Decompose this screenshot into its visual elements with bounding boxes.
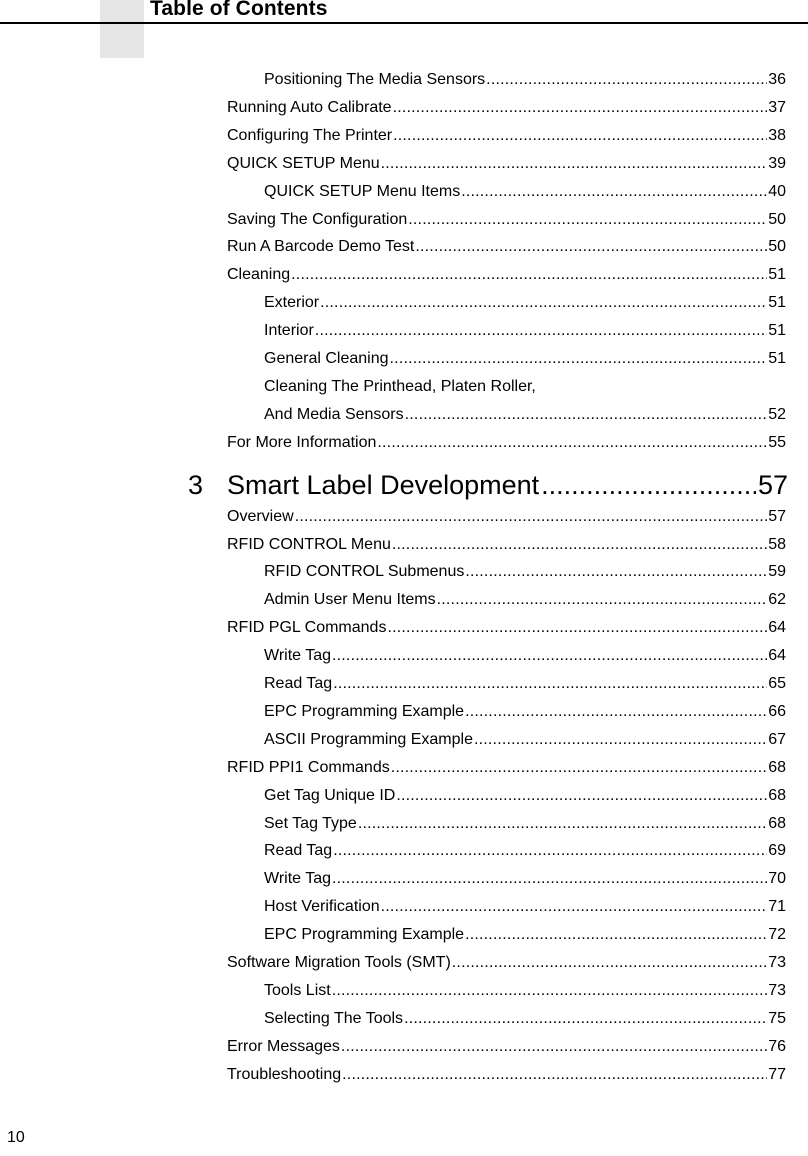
toc-entry-page: 57 [768, 507, 786, 525]
toc-entry-title: Write Tag [264, 647, 331, 665]
toc-dot-leader [332, 981, 768, 1001]
toc-entry-page: 37 [768, 98, 786, 116]
toc-entry[interactable] [264, 730, 786, 750]
toc-entry[interactable] [264, 293, 786, 313]
toc-entry-page: 51 [768, 294, 786, 312]
chapter-number: 3 [188, 469, 204, 500]
toc-entry-page: 51 [768, 322, 786, 340]
toc-entry-page: 70 [768, 870, 786, 888]
toc-entry-page: 52 [768, 405, 786, 423]
toc-entry-page: 72 [768, 926, 786, 944]
toc-entry-page: 64 [768, 647, 786, 665]
toc-entry-page: 68 [768, 758, 786, 776]
toc-dot-leader [452, 953, 767, 973]
toc-dot-leader [341, 1037, 767, 1057]
toc-entry-title: RFID PGL Commands [227, 619, 387, 637]
toc-dot-leader [465, 562, 767, 582]
toc-entry[interactable] [264, 897, 786, 917]
toc-entry-page: 67 [768, 730, 786, 748]
toc-entry-title: General Cleaning [264, 350, 389, 367]
toc-entry-title: Software Migration Tools (SMT) [227, 954, 451, 971]
toc-entry-title: RFID PPI1 Commands [227, 758, 390, 776]
toc-dot-leader [404, 1009, 767, 1029]
toc-entry-page: 55 [768, 433, 786, 451]
toc-entry-title: Host Verification [264, 898, 380, 916]
header-rule [0, 22, 808, 24]
toc-entry[interactable] [264, 321, 786, 341]
toc-dot-leader [486, 70, 767, 90]
toc-dot-leader [358, 814, 767, 834]
toc-entry-page: 40 [768, 182, 786, 200]
toc-dot-leader [465, 925, 767, 945]
toc-entry[interactable] [227, 618, 786, 638]
toc-dot-leader [342, 1065, 767, 1085]
toc-entry-page: 62 [768, 591, 786, 609]
toc-dot-leader [465, 702, 767, 722]
toc-entry-title: Configuring The Printer [227, 126, 393, 144]
toc-dot-leader [320, 293, 767, 313]
toc-entry[interactable] [227, 154, 786, 174]
page-header-title: Table of Contents [150, 0, 328, 20]
toc-entry-title: Read Tag [264, 842, 333, 860]
toc-entry-title: Cleaning [227, 266, 291, 284]
toc-entry-page: 71 [768, 898, 786, 916]
toc-dot-leader [393, 98, 768, 118]
toc-entry-title: And Media Sensors [264, 405, 404, 423]
header-tab-block [100, 0, 144, 58]
toc-entry-page: 65 [768, 675, 786, 692]
toc-entry-page: 51 [768, 266, 786, 284]
toc-entry[interactable] [264, 981, 786, 1001]
toc-dot-leader [408, 210, 767, 230]
toc-entry[interactable] [264, 590, 786, 610]
toc-dot-leader [377, 433, 767, 453]
toc-dot-leader [381, 154, 768, 174]
toc-entry-page: 69 [768, 842, 786, 860]
toc-entry-page: 38 [768, 126, 786, 144]
toc-entry[interactable] [264, 869, 786, 889]
toc-entry-title: Cleaning The Printhead, Platen Roller, [264, 377, 536, 395]
toc-entry-title: For More Information [227, 433, 377, 451]
toc-dot-leader [541, 469, 756, 501]
toc-entry[interactable] [227, 1037, 786, 1057]
toc-entry-page: 77 [768, 1065, 786, 1083]
toc-entry-title: Running Auto Calibrate [227, 98, 392, 116]
toc-entry-title: Exterior [264, 294, 320, 312]
toc-entry-title: Saving The Configuration [227, 210, 408, 228]
toc-entry[interactable] [227, 237, 786, 257]
toc-entry[interactable] [227, 210, 786, 230]
toc-entry-page: 64 [768, 619, 786, 637]
toc-entry-title: Admin User Menu Items [264, 591, 436, 609]
toc-entry-title: Error Messages [227, 1037, 340, 1055]
toc-entry[interactable] [264, 182, 786, 202]
toc-dot-leader [437, 590, 768, 610]
toc-dot-leader [291, 265, 767, 285]
toc-entry-title: Overview [227, 507, 294, 525]
toc-entry[interactable] [264, 674, 786, 694]
toc-entry-title: EPC Programming Example [264, 702, 465, 720]
toc-entry-title: Tools List [264, 981, 331, 999]
toc-entry-page: 68 [768, 786, 786, 804]
page-number: 10 [7, 1129, 25, 1146]
toc-entry[interactable] [264, 841, 786, 861]
toc-entry[interactable] [264, 814, 786, 834]
toc-dot-leader [461, 182, 767, 202]
toc-entry-page: 68 [768, 814, 786, 832]
toc-entry-page: 59 [768, 563, 786, 581]
toc-dot-leader [333, 841, 767, 861]
toc-entry-page: 51 [768, 350, 786, 367]
toc-entry[interactable] [264, 925, 786, 945]
toc-entry-title: EPC Programming Example [264, 926, 465, 944]
toc-entry-page: 39 [768, 154, 786, 172]
toc-dot-leader [390, 349, 768, 369]
toc-entry[interactable] [227, 507, 786, 527]
toc-entry-title: QUICK SETUP Menu Items [264, 182, 461, 200]
toc-dot-leader [396, 786, 767, 806]
toc-entry-page: 73 [768, 954, 786, 971]
toc-entry-title: Troubleshooting [227, 1065, 342, 1083]
toc-entry[interactable] [227, 758, 786, 778]
toc-entry-title: Get Tag Unique ID [264, 786, 396, 804]
toc-entry-title: QUICK SETUP Menu [227, 154, 380, 172]
toc-entry-title: Set Tag Type [264, 814, 357, 832]
toc-entry-title: Positioning The Media Sensors [264, 71, 486, 88]
toc-dot-leader [315, 321, 767, 341]
toc-entry-title: RFID CONTROL Submenus [264, 563, 465, 581]
toc-entry[interactable] [264, 405, 786, 425]
toc-dot-leader [474, 730, 767, 750]
chapter-page: 57 [757, 469, 788, 500]
toc-entry-title: Write Tag [264, 870, 331, 888]
toc-entry[interactable] [264, 377, 786, 397]
toc-entry-title: Selecting The Tools [264, 1009, 404, 1027]
toc-entry-page: 36 [768, 71, 786, 88]
toc-entry[interactable] [227, 126, 786, 146]
toc-dot-leader [333, 674, 767, 694]
toc-entry[interactable] [264, 1009, 786, 1029]
toc-entry[interactable] [227, 98, 786, 118]
toc-entry-title: Read Tag [264, 675, 333, 692]
toc-entry-page: 58 [768, 535, 786, 553]
toc-entry[interactable] [227, 953, 786, 973]
toc-dot-leader [332, 646, 767, 666]
toc-entry-title: RFID CONTROL Menu [227, 535, 391, 553]
toc-dot-leader [381, 897, 768, 917]
toc-entry[interactable] [227, 265, 786, 285]
toc-entry-page: 50 [768, 238, 786, 256]
toc-entry[interactable] [264, 786, 786, 806]
toc-entry-page: 66 [768, 702, 786, 720]
toc-entry[interactable] [227, 535, 786, 555]
toc-entry[interactable] [264, 702, 786, 722]
chapter-title: Smart Label Development [227, 469, 540, 500]
toc-entry[interactable] [264, 70, 786, 90]
toc-dot-leader [393, 126, 767, 146]
toc-entry[interactable] [264, 646, 786, 666]
toc-entry-title: Run A Barcode Demo Test [227, 238, 415, 256]
toc-dot-leader [387, 618, 767, 638]
toc-entry-title: Interior [264, 322, 314, 340]
toc-entry[interactable] [227, 1065, 786, 1085]
toc-dot-leader [392, 535, 767, 555]
toc-entry-title: ASCII Programming Example [264, 730, 473, 748]
toc-entry-page: 76 [768, 1037, 786, 1055]
toc-entry[interactable] [264, 562, 786, 582]
toc-entry-page: 75 [768, 1009, 786, 1027]
toc-dot-leader [332, 869, 767, 889]
chapter-heading[interactable] [188, 469, 788, 501]
toc-entry[interactable] [264, 349, 786, 369]
toc-dot-leader [405, 405, 768, 425]
toc-dot-leader [415, 237, 767, 257]
toc-entry-page: 73 [768, 981, 786, 999]
toc-entry[interactable] [227, 433, 786, 453]
toc-entry-page: 50 [768, 210, 786, 228]
toc-dot-leader [295, 507, 768, 527]
toc-dot-leader [391, 758, 767, 778]
